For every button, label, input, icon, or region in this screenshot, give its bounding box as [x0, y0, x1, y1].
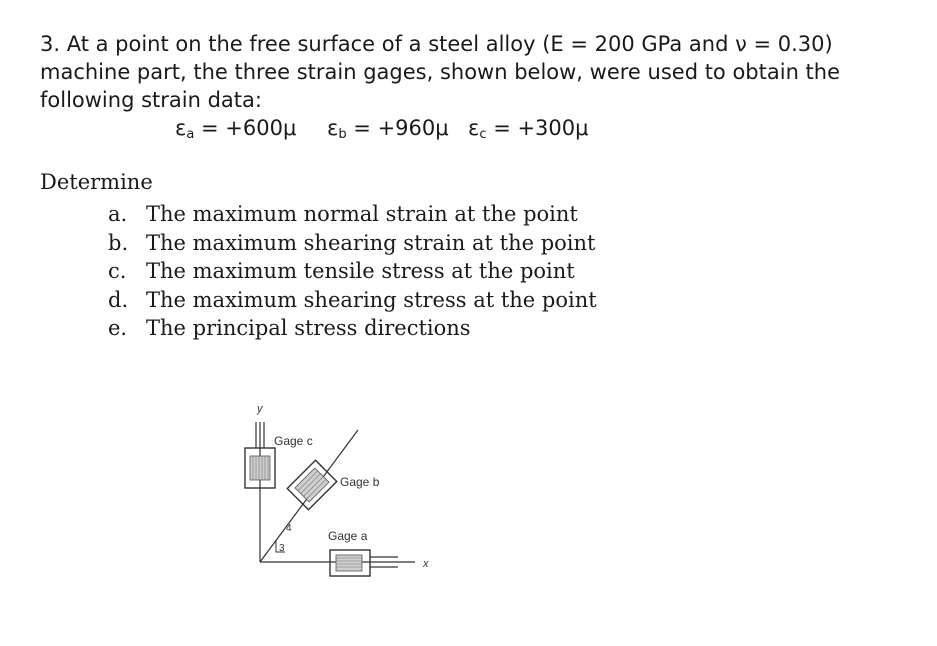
y-axis-label: y: [257, 403, 263, 415]
strain-a: $\varepsilon_a = +600\mu$: [175, 116, 297, 142]
determine-heading: Determine: [40, 170, 153, 194]
gage-a-label: Gage a: [328, 529, 368, 543]
task-item: a. The maximum normal strain at the point: [108, 202, 578, 226]
x-axis-label: x: [423, 558, 429, 570]
strain-c: $\varepsilon_c = +300\mu$: [468, 116, 589, 142]
problem-statement: 3. At a point on the free surface of a steel alloy (E = 200 GPa and ν = 0.30) machine part, the three strain gages, shown below, were used to obtain the following strain data:: [40, 32, 841, 112]
slope-rise-label: 4: [286, 523, 292, 534]
gage-c-label: Gage c: [274, 434, 313, 448]
strain-b: $\varepsilon_b = +960\mu$: [327, 116, 449, 142]
task-item: c. The maximum tensile stress at the point: [108, 259, 575, 283]
task-item: d. The maximum shearing stress at the point: [108, 287, 597, 312]
slope-run-label: 3: [279, 543, 285, 554]
gage-b-label: Gage b: [340, 475, 380, 489]
task-item: e. The principal stress directions: [108, 316, 471, 340]
task-item: b. The maximum shearing strain at the point: [108, 230, 596, 255]
